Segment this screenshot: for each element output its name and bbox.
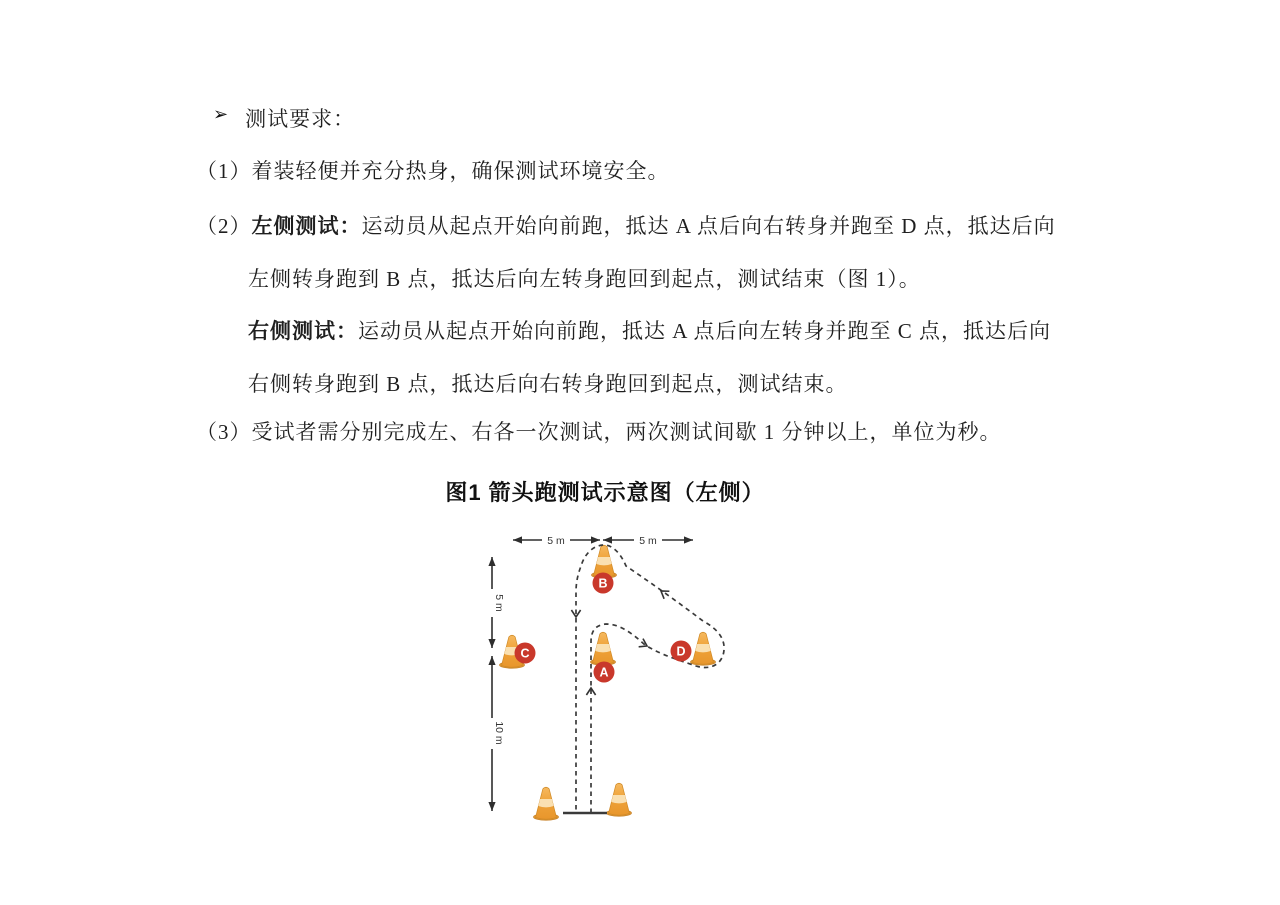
paragraph-2-number: （2） bbox=[196, 214, 252, 238]
point-label-d: D bbox=[676, 644, 686, 659]
dim-label-left-upper: 5 m bbox=[493, 594, 505, 612]
paragraph-4-number: （3） bbox=[196, 420, 252, 444]
paragraph-2-line-2 bbox=[248, 263, 921, 293]
point-marker-a bbox=[594, 662, 615, 683]
point-label-a: A bbox=[599, 665, 609, 680]
arrow-bullet-icon: ➢ bbox=[213, 104, 230, 125]
point-marker-d bbox=[671, 641, 692, 662]
cone-icon-d bbox=[691, 632, 716, 665]
paragraph-2-text-1: 运动员从起点开始向前跑，抵达 A 点后向右转身并跑至 D 点，抵达后向 bbox=[361, 214, 1056, 238]
dimension-arrow-left-lower bbox=[485, 656, 505, 811]
point-marker-c bbox=[515, 643, 536, 664]
section-heading-text: 测试要求： bbox=[245, 107, 356, 131]
paragraph-1-number: （1） bbox=[196, 159, 252, 183]
dim-label-left-lower: 10 m bbox=[493, 721, 505, 745]
paragraph-3-text-2: 右侧转身跑到 B 点，抵达后向右转身跑回到起点，测试结束。 bbox=[248, 372, 848, 396]
paragraph-4-text: 受试者需分别完成左、右各一次测试，两次测试间歇 1 分钟以上，单位为秒。 bbox=[251, 420, 1002, 444]
dimension-arrow-top-left bbox=[513, 533, 600, 547]
arrow-run-diagram bbox=[460, 520, 760, 840]
section-heading bbox=[213, 103, 355, 133]
right-test-label: 右侧测试： bbox=[248, 319, 358, 343]
point-label-b: B bbox=[598, 576, 608, 591]
dim-label-top-right: 5 m bbox=[639, 535, 657, 547]
paragraph-3-text-1: 运动员从起点开始向前跑，抵达 A 点后向左转身并跑至 C 点，抵达后向 bbox=[358, 319, 1052, 343]
point-marker-b bbox=[593, 573, 614, 594]
cone-icon-start-right bbox=[607, 783, 632, 816]
paragraph-1 bbox=[196, 155, 670, 185]
paragraph-2-line-1 bbox=[196, 210, 1056, 240]
dimension-arrow-top-right bbox=[603, 533, 693, 547]
paragraph-3-line-1 bbox=[248, 315, 1051, 345]
paragraph-1-text: 着装轻便并充分热身，确保测试环境安全。 bbox=[251, 159, 670, 183]
paragraph-3-line-2 bbox=[248, 368, 848, 398]
left-test-label: 左侧测试： bbox=[251, 214, 362, 238]
dim-label-top-left: 5 m bbox=[547, 535, 565, 547]
dimension-arrow-left-upper bbox=[485, 557, 505, 648]
point-label-c: C bbox=[520, 646, 530, 661]
cone-icon-start-left bbox=[534, 787, 559, 820]
paragraph-2-text-2: 左侧转身跑到 B 点，抵达后向左转身跑回到起点，测试结束（图 1）。 bbox=[248, 267, 921, 291]
cone-icon-a bbox=[591, 632, 616, 665]
paragraph-4 bbox=[196, 416, 1002, 446]
figure-caption: 图1 箭头跑测试示意图（左侧） bbox=[445, 480, 765, 505]
